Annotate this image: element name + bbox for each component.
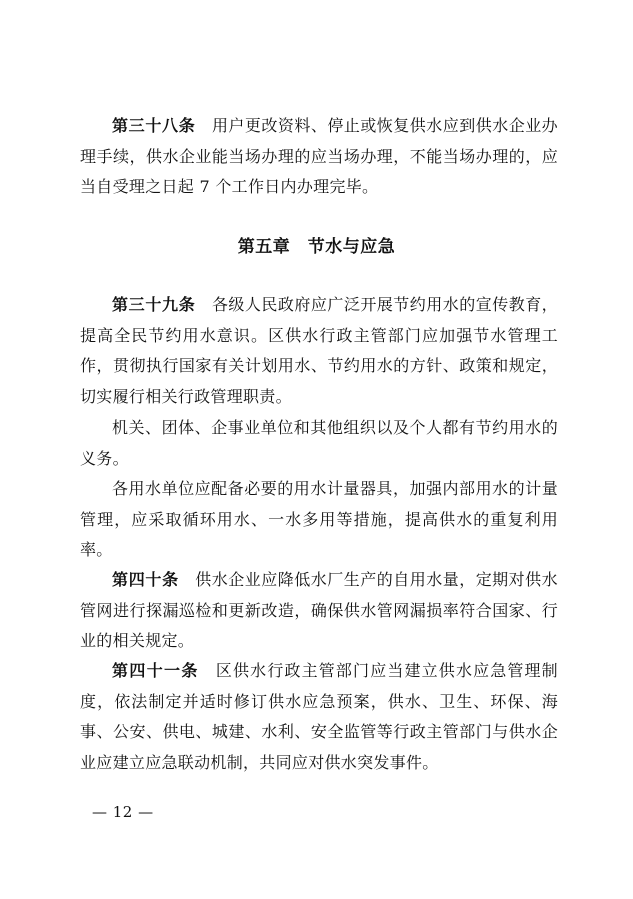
page-number: — 12 —: [92, 803, 154, 821]
article-41-text: 区供水行政主管部门应当建立供水应急管理制度，依法制定并适时修订供水应急预案，供水、卫生、环保、海事、公安、供电、城建、水利、安全监管等行政主管部门与供水企业应建立应急联动机制，共同应对供水突发事件。: [80, 661, 558, 772]
chapter-title: 第五章 节水与应急: [237, 237, 396, 257]
article-39-text: 各级人民政府应广泛开展节约用水的宣传教育，提高全民节约用水意识。区供水行政主管部门应加强节水管理工作，贯彻执行国家有关计划用水、节约用水的方针、政策和规定，切实履行相关行政管理职责。: [80, 295, 558, 406]
article-39-paragraph: [80, 290, 558, 412]
article-40-text: 供水企业应降低水厂生产的自用水量，定期对供水管网进行探漏巡检和更新改造，确保供水管网漏损率符合国家、行业的相关规定。: [80, 570, 558, 650]
article-39-number: 第三十九条: [112, 295, 196, 314]
article-38-paragraph: [80, 111, 558, 203]
article-41-number: 第四十一条: [112, 661, 199, 680]
article-38-number: 第三十八条: [112, 116, 196, 135]
article-39-subparagraph-2: 各用水单位应配备必要的用水计量器具，加强内部用水的计量管理，应采取循环用水、一水多用等措施，提高供水的重复利用率。: [80, 479, 558, 559]
article-40-number: 第四十条: [112, 570, 179, 589]
article-41-paragraph: [80, 656, 558, 778]
article-38-text: 用户更改资料、停止或恢复供水应到供水企业办理手续，供水企业能当场办理的应当场办理，不能当场办理的，应当自受理之日起 7 个工作日内办理完毕。: [80, 116, 558, 196]
article-39-subparagraph-1: 机关、团体、企事业单位和其他组织以及个人都有节约用水的义务。: [80, 418, 558, 468]
article-40-paragraph: [80, 565, 558, 657]
